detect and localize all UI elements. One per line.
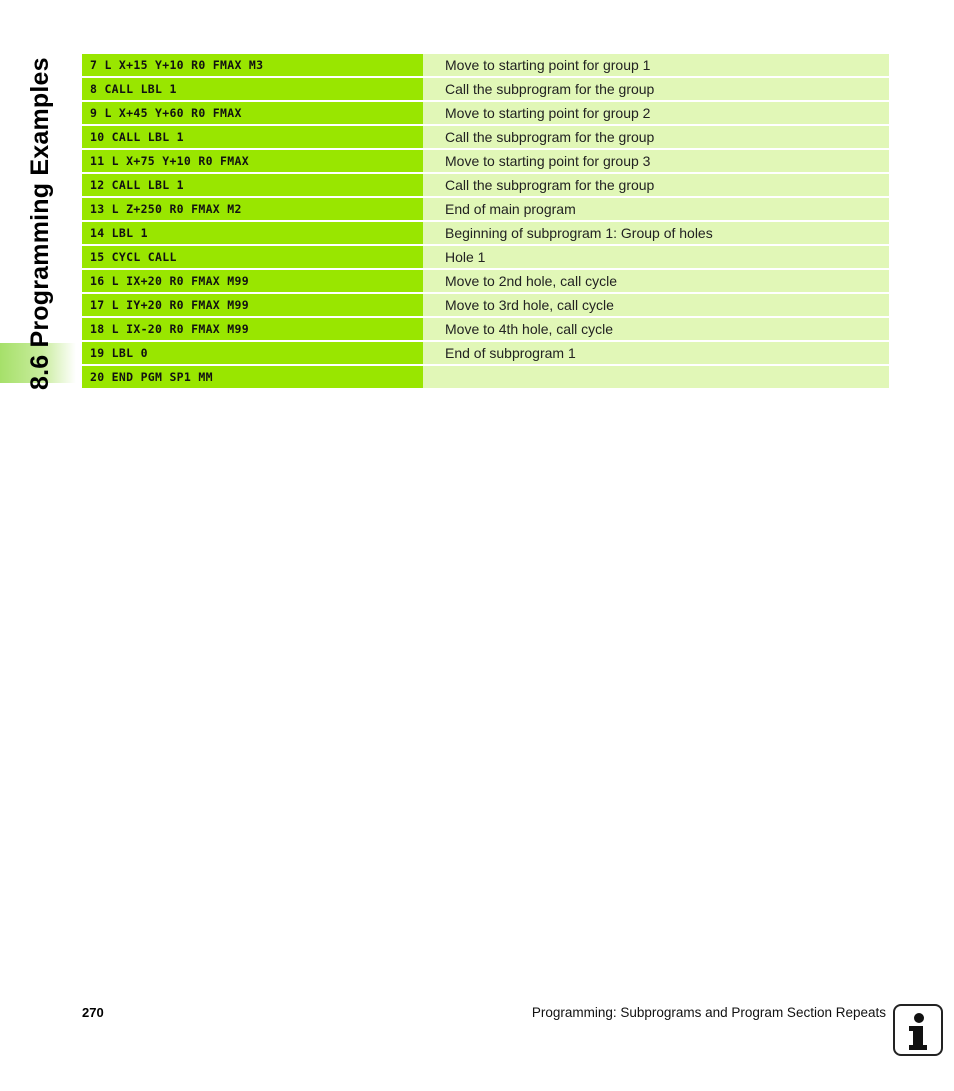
description-cell: Move to starting point for group 2 — [423, 102, 889, 124]
description-cell: End of main program — [423, 198, 889, 220]
table-row — [82, 126, 889, 148]
code-cell: 17 L IY+20 R0 FMAX M99 — [82, 294, 423, 316]
table-row — [82, 54, 889, 76]
info-icon[interactable] — [893, 1004, 943, 1056]
code-cell: 13 L Z+250 R0 FMAX M2 — [82, 198, 423, 220]
code-cell: 15 CYCL CALL — [82, 246, 423, 268]
table-row — [82, 174, 889, 196]
info-glyph-icon — [895, 1006, 941, 1054]
code-cell: 11 L X+75 Y+10 R0 FMAX — [82, 150, 423, 172]
table-row — [82, 102, 889, 124]
code-cell: 18 L IX-20 R0 FMAX M99 — [82, 318, 423, 340]
table-row — [82, 270, 889, 292]
description-cell: Hole 1 — [423, 246, 889, 268]
table-row — [82, 342, 889, 364]
description-cell: Call the subprogram for the group — [423, 126, 889, 148]
code-cell: 9 L X+45 Y+60 R0 FMAX — [82, 102, 423, 124]
code-cell: 14 LBL 1 — [82, 222, 423, 244]
table-row — [82, 198, 889, 220]
description-cell: Move to 2nd hole, call cycle — [423, 270, 889, 292]
description-cell: Move to starting point for group 3 — [423, 150, 889, 172]
table-row — [82, 150, 889, 172]
table-row — [82, 78, 889, 100]
description-cell: Move to starting point for group 1 — [423, 54, 889, 76]
description-cell: Beginning of subprogram 1: Group of holes — [423, 222, 889, 244]
program-table — [82, 54, 889, 390]
footer-chapter-title: Programming: Subprograms and Program Section Repeats — [531, 1005, 886, 1020]
code-cell: 19 LBL 0 — [82, 342, 423, 364]
code-cell: 7 L X+15 Y+10 R0 FMAX M3 — [82, 54, 423, 76]
table-row — [82, 318, 889, 340]
description-cell: Move to 4th hole, call cycle — [423, 318, 889, 340]
code-cell: 20 END PGM SP1 MM — [82, 366, 423, 388]
description-cell: End of subprogram 1 — [423, 342, 889, 364]
code-cell: 12 CALL LBL 1 — [82, 174, 423, 196]
description-cell: Move to 3rd hole, call cycle — [423, 294, 889, 316]
table-row — [82, 366, 889, 388]
description-cell — [423, 366, 889, 388]
code-cell: 16 L IX+20 R0 FMAX M99 — [82, 270, 423, 292]
page-number: 270 — [82, 1005, 104, 1020]
table-row — [82, 246, 889, 268]
table-row — [82, 222, 889, 244]
description-cell: Call the subprogram for the group — [423, 174, 889, 196]
code-cell: 8 CALL LBL 1 — [82, 78, 423, 100]
description-cell: Call the subprogram for the group — [423, 78, 889, 100]
table-row — [82, 294, 889, 316]
section-title: 8.6 Programming Examples — [26, 57, 54, 390]
code-cell: 10 CALL LBL 1 — [82, 126, 423, 148]
